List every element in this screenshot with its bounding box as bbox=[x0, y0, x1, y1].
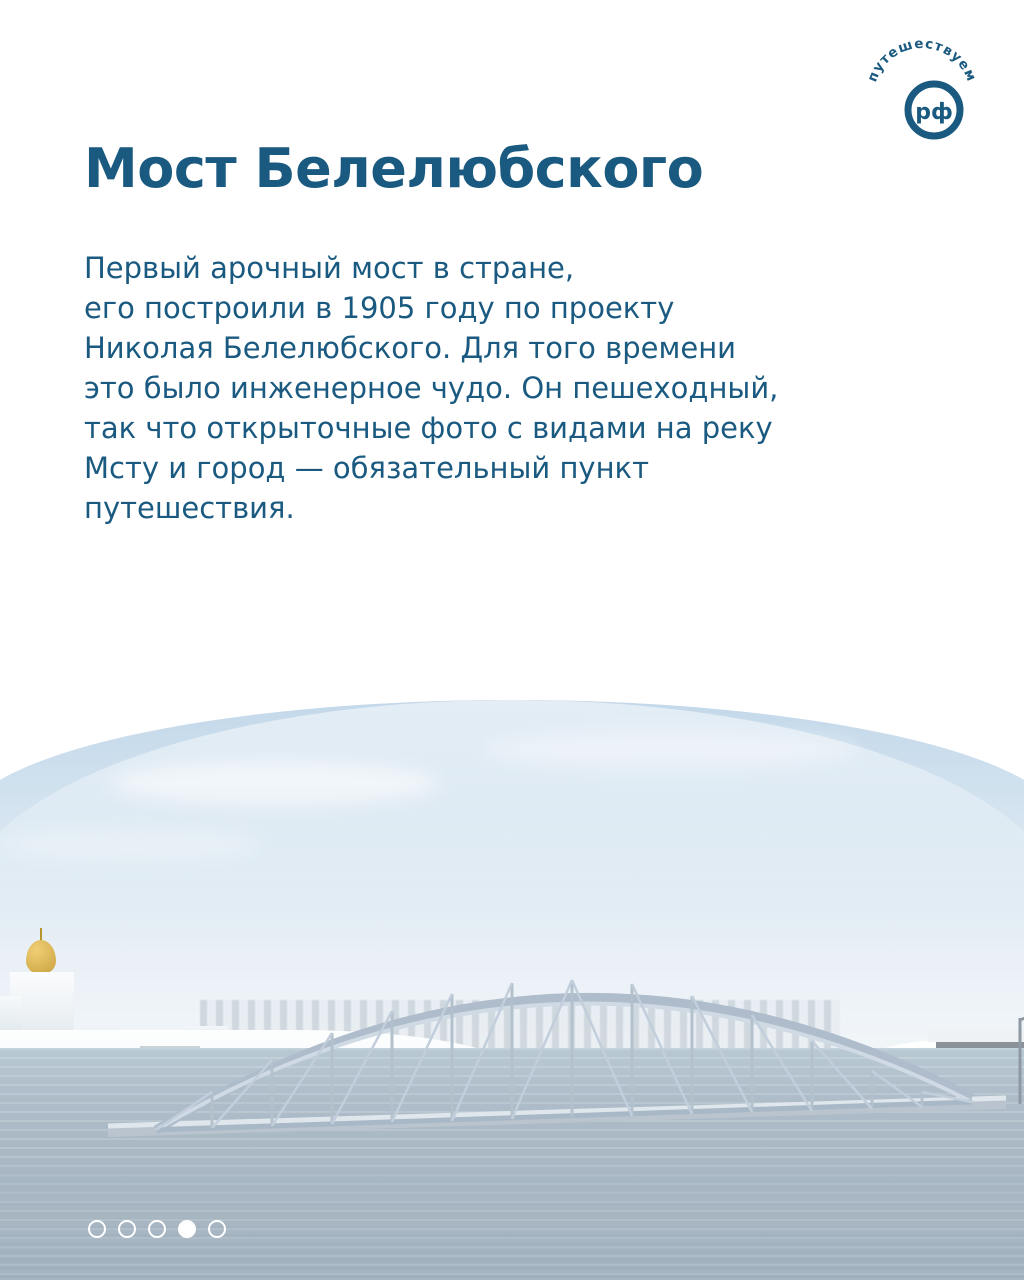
description-text bbox=[84, 248, 914, 528]
description-line: Николая Белелюбского. Для того времени bbox=[84, 331, 737, 366]
description-line: Мсту и город — обязательный пункт bbox=[84, 451, 649, 486]
description-line: Первый арочный мост в стране, bbox=[84, 251, 575, 285]
description-line: так что открыточные фото с видами на реку bbox=[84, 411, 773, 446]
pagination-dot[interactable] bbox=[118, 1220, 136, 1238]
photo-container bbox=[0, 700, 1024, 1280]
puteshestvuem-rf-logo[interactable] bbox=[862, 28, 982, 148]
pagination-dot[interactable] bbox=[88, 1220, 106, 1238]
arch-bridge bbox=[0, 700, 1024, 1280]
pagination-dot[interactable] bbox=[148, 1220, 166, 1238]
page-title: Мост Белелюбского bbox=[84, 137, 704, 200]
bridge-photo bbox=[0, 700, 1024, 1280]
pagination-dot[interactable] bbox=[208, 1220, 226, 1238]
svg-text:рф: рф bbox=[915, 100, 953, 125]
description-line: путешествия. bbox=[84, 491, 295, 526]
svg-text:путешествуем: путешествуем bbox=[864, 35, 980, 85]
pagination-dots[interactable] bbox=[88, 1220, 226, 1238]
description-line: его построили в 1905 году по проекту bbox=[84, 291, 675, 326]
description-line: это было инженерное чудо. Он пешеходный, bbox=[84, 371, 779, 406]
pagination-dot-active[interactable] bbox=[178, 1220, 196, 1238]
